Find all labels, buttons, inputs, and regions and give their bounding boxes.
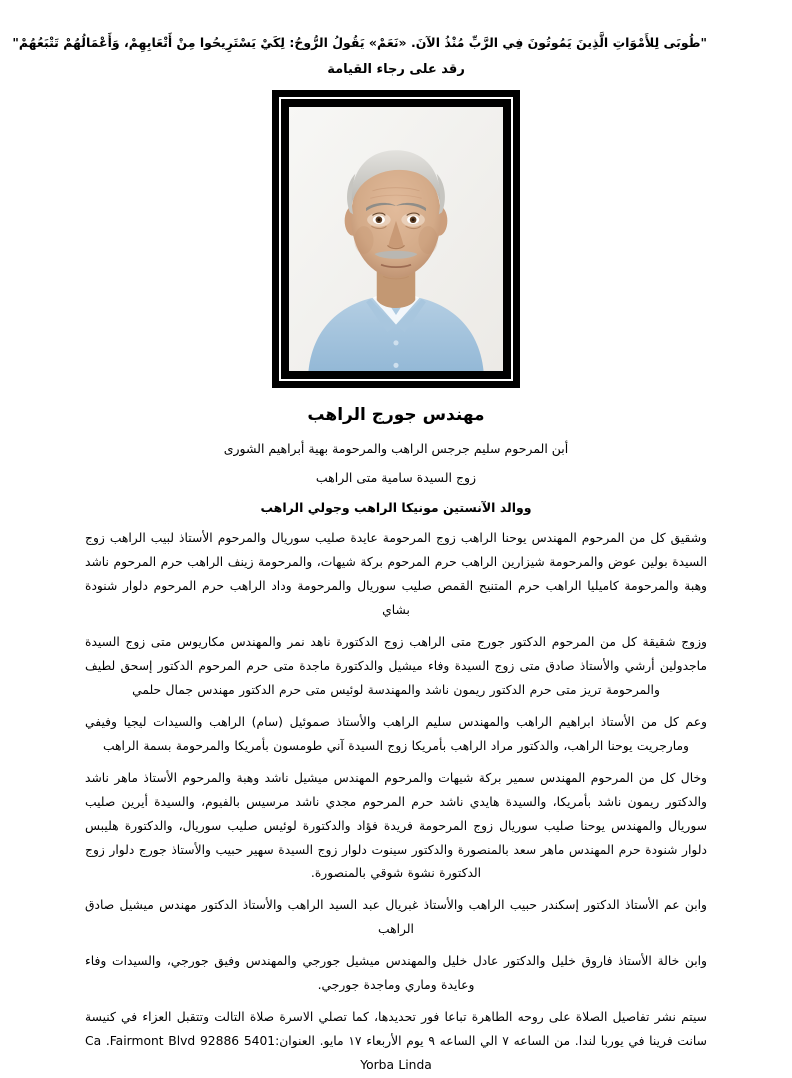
scripture-quote: "طُوبَى لِلأَمْوَاتِ الَّذِينَ يَمُوتُونَ فِي الرَّبِّ مُنْذُ الآنَ. «نَعَمْ» يَقُولُ الرُّوحُ: لِكَيْ يَسْتَرِيحُوا مِنْ أَتْعَابِهِمْ، وَأَعْمَالُهُمْ تَتْبَعُهُمْ" (12, 35, 707, 50)
relation-line-daughters: ووالد الآنستين مونيكا الراهب وجولي الراهب (260, 499, 532, 515)
paragraph-brothers-in-law: وزوج شقيقة كل من المرحوم الدكتور جورج متى الراهب زوج الدكتورة ناهد نمر والمهندس مكاريوس متى زوج السيدة ماجدولين أرشي والأستاذ صادق متى زوج السيدة وفاء ميشيل والدكتورة ماجدة متى حرم المرحوم الدكتور إسحق لطيف والمرحومة تريز متى حرم الدكتور ريمون ناشد والمهندسة لوئيس متى حرم الدكتور مهندس جمال حلمي (85, 634, 707, 697)
paragraph-siblings: وشقيق كل من المرحوم المهندس يوحنا الراهب زوج المرحومة عايدة صليب سوريال والمرحوم الأستاذ لبيب الراهب زوج السيدة بولين عوض والمرحومة شيزارين الراهب حرم المرحوم بركة شيهات، والمرحومة زينف الراهب حرم المرحوم ناشد وهبة والمرحومة كاميليا الراهب حرم المتنيح القمص صليب سوريال والمرحومة وداد الراهب حرم المرحوم دلوار شنودة بشاي (85, 530, 707, 617)
paragraph-uncle-paternal: وعم كل من الأستاذ ابراهيم الراهب والمهندس سليم الراهب والأستاذ صموئيل (سام) الراهب والسيدات ليجيا وفيفي ومارجريت يوحنا الراهب، والدكتور مراد الراهب بأمريكا زوج السيدة آني طومسون بأمريكا والمرحومة بسمة الراهب (85, 714, 707, 753)
scripture-subtitle: رقد على رجاء القيامة (327, 61, 465, 77)
relation-line-spouse: زوج السيدة سامية متى الراهب (315, 470, 477, 486)
paragraph-uncle-maternal: وخال كل من المرحوم المهندس سمير بركة شيهات والمرحوم المهندس ميشيل ناشد وهبة والمرحوم الأستاذ ماهر ناشد والدكتور ريمون ناشد بأمريكا، والسيدة هايدي ناشد حرم المرحوم مجدي ناشد مرسيس بالفيوم، والسيدة أيرين صليب سوريال والمهندس يوحنا صليب سوريال زوج المرحومة فريدة فؤاد والدكتورة لوئيس صليب سوريال، والدكتورة هليبس دلوار شنودة حرم المهندس ماهر سعد بالمنصورة والدكتور سينوت دلوار زوج السيدة سهير حبيب والأستاذ جورج دلوار زوج الدكتورة نشوة شوقي بالمنصورة. (85, 770, 707, 881)
paragraph-service-details: سيتم نشر تفاصيل الصلاة على روحه الطاهرة تباعا فور تحديدها، كما تصلي الاسرة صلاة التالت وتتقبل العزاء في كنيسة سانت فرينا في يوربا لندا. من الساعه ٧ الي الساعه ٩ يوم الأربعاء ١٧ مايو. العنوان:5401 92886 Ca .Fairmont Blvd Yorba Linda (85, 1010, 707, 1073)
photo-frame (272, 90, 520, 388)
paragraph-cousin-maternal: وابن خالة الأستاذ فاروق خليل والدكتور عادل خليل والمهندس ميشيل جورجي والمهندس وفيق جورجي، والسيدات وفاء وعايدة وماري وماجدة جورجي. (85, 954, 707, 993)
relation-lines (85, 439, 707, 517)
paragraph-cousin-paternal: وابن عم الأستاذ الدكتور إسكندر حبيب الراهب والأستاذ غبريال عبد السيد الراهب والأستاذ الدكتور مهندس ميشيل صادق الراهب (85, 898, 707, 937)
photo-frame-inner-border (279, 97, 513, 381)
portrait-photo (289, 107, 503, 371)
deceased-name: مهندس جورج الراهب (307, 404, 485, 425)
obituary-body (85, 527, 707, 1078)
relation-line-father: أبن المرحوم سليم جرجس الراهب والمرحومة بهية أبراهيم الشورى (223, 440, 569, 456)
portrait-container (85, 90, 707, 388)
